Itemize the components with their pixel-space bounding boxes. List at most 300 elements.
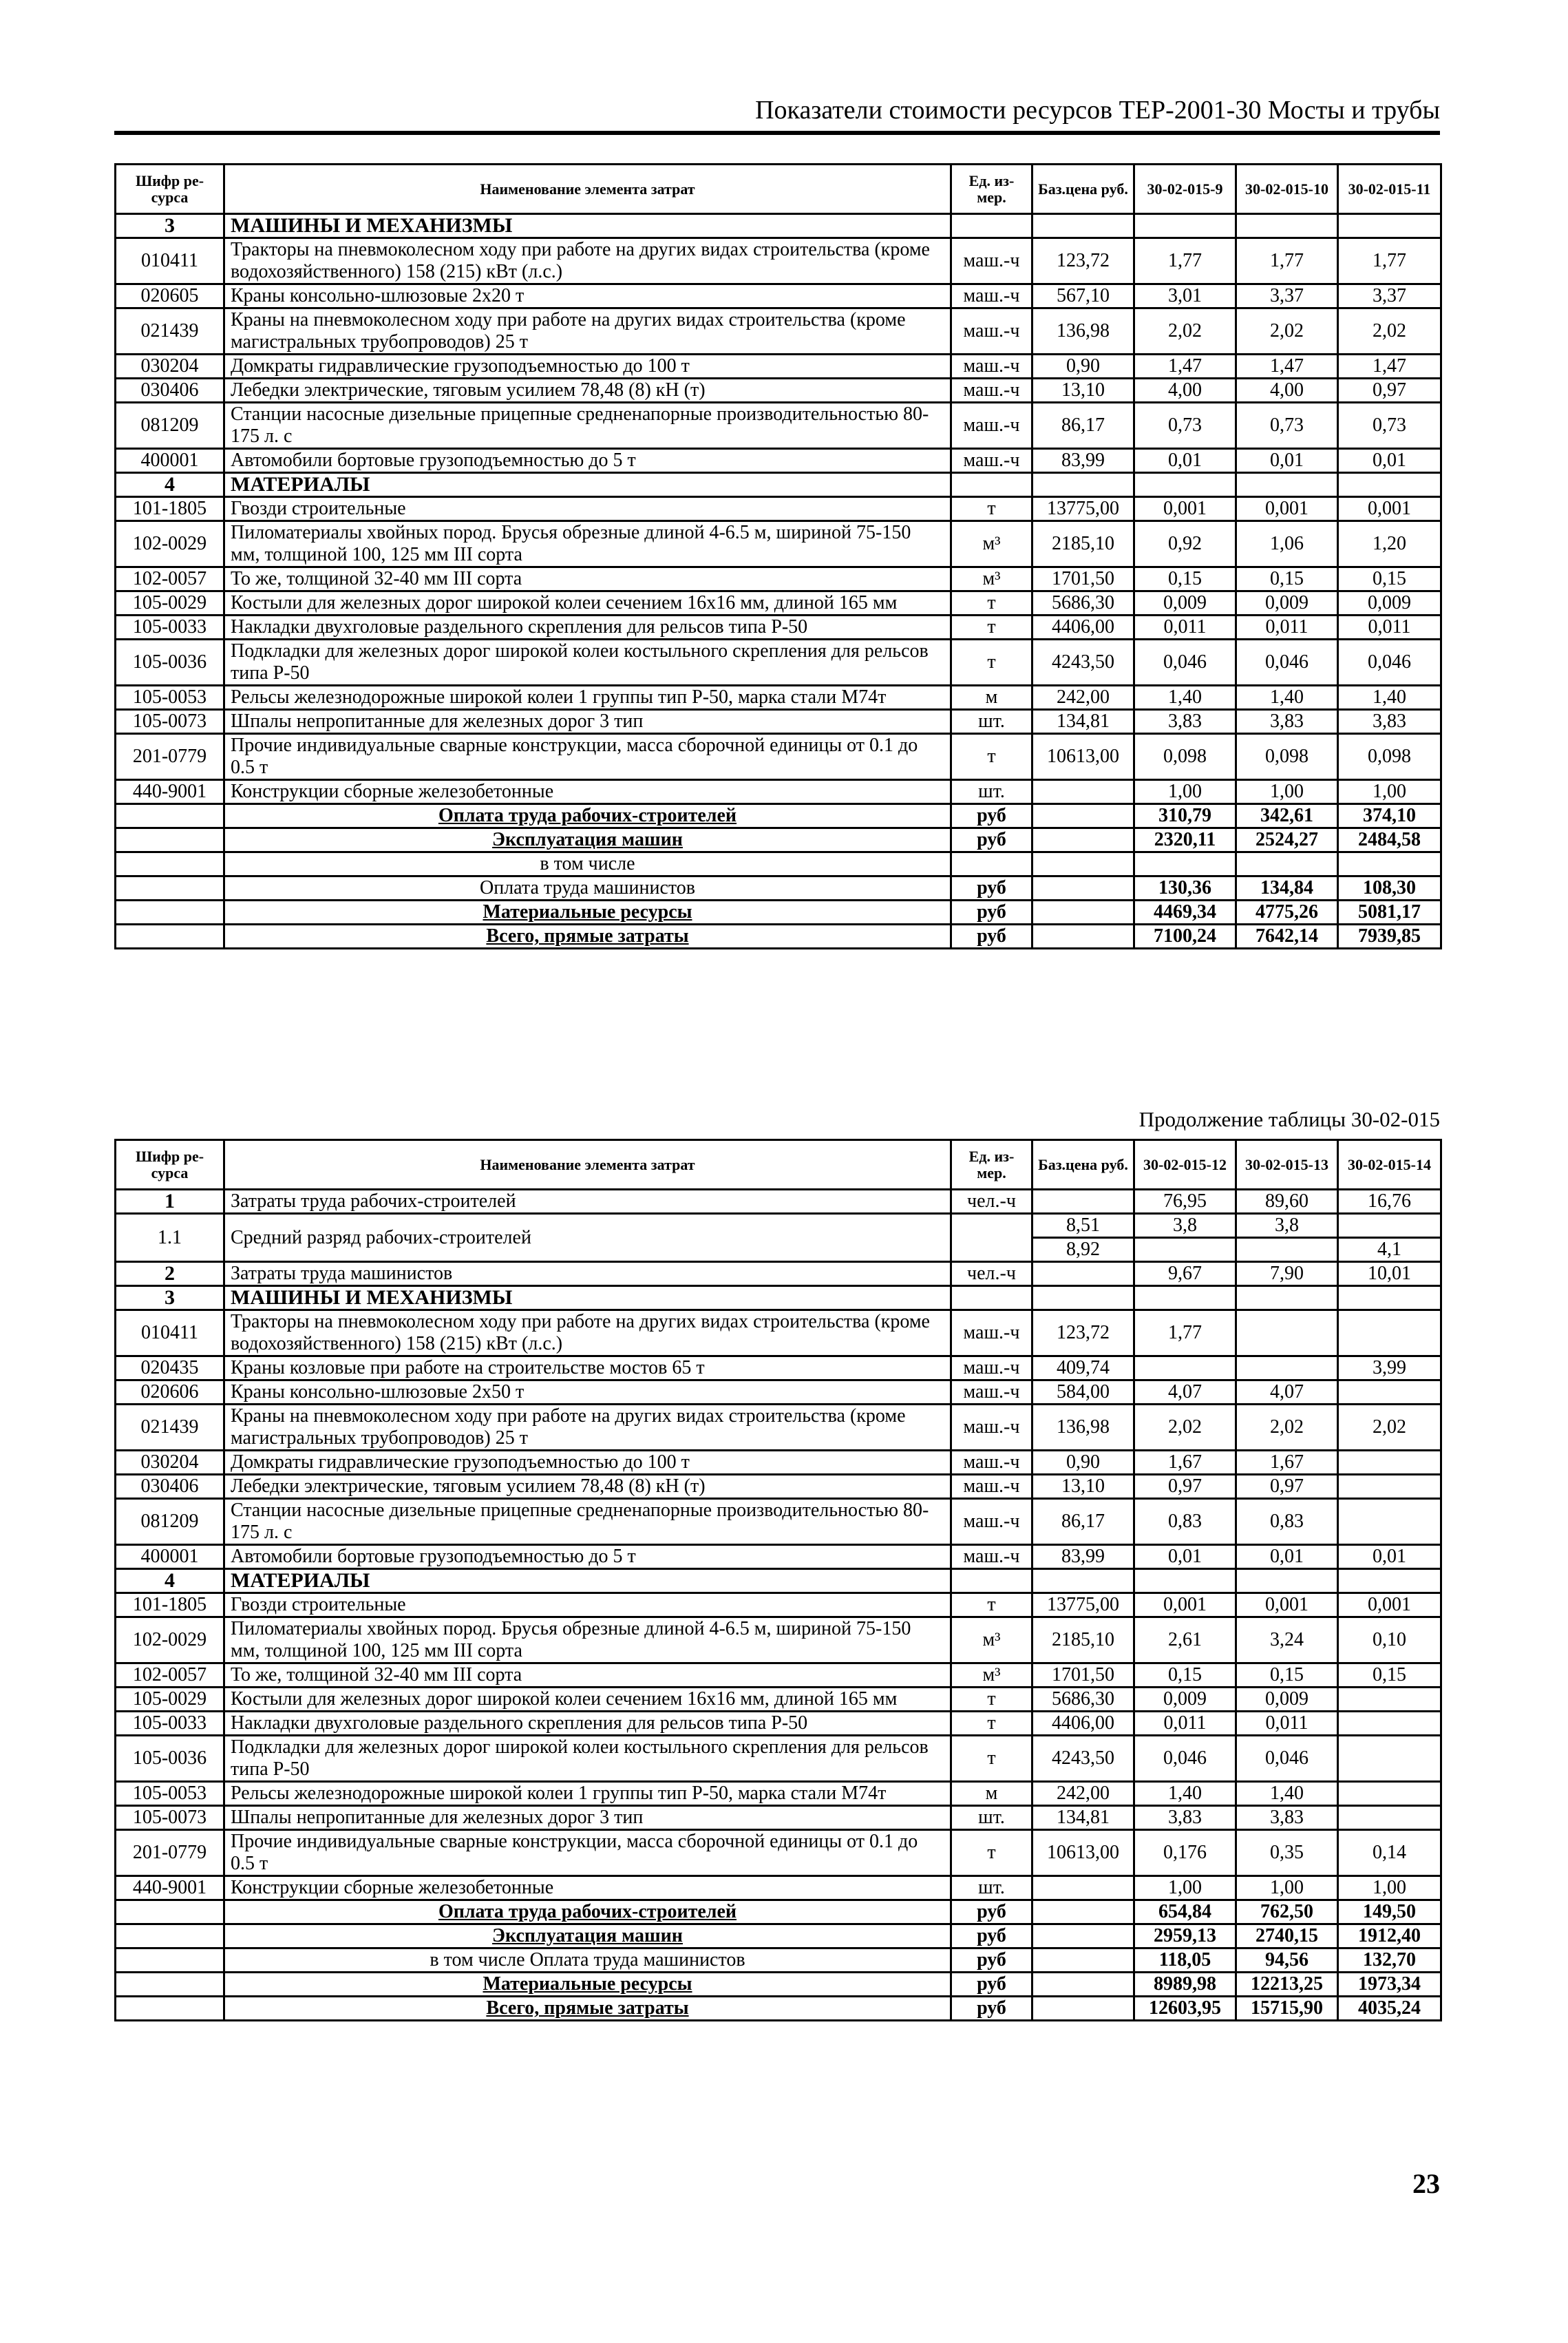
empty-cell	[116, 804, 224, 828]
unit: руб	[951, 1924, 1032, 1948]
value-col-1: 0,001	[1134, 1593, 1236, 1617]
unit: шт.	[951, 1806, 1032, 1830]
table-row	[116, 1499, 1441, 1545]
resource-name: Конструкции сборные железобетонные	[224, 780, 951, 804]
resource-name: Прочие индивидуальные сварные конструкции, масса сборочной единицы от 0.1 до 0.5 т	[224, 734, 951, 780]
unit: маш.-ч	[951, 1499, 1032, 1545]
total-label: Оплата труда рабочих-строителей	[224, 1900, 951, 1924]
base-price: 242,00	[1032, 1782, 1134, 1806]
total-value-1: 118,05	[1134, 1948, 1236, 1973]
subtotal-label-row	[116, 852, 1441, 876]
unit: руб	[951, 804, 1032, 828]
total-value-1: 12603,95	[1134, 1997, 1236, 2021]
empty-cell	[116, 1900, 224, 1924]
empty-cell	[1134, 473, 1236, 497]
table-row	[116, 308, 1441, 355]
col-header-unit: Ед. из-мер.	[951, 1140, 1032, 1190]
resource-name: Подкладки для железных дорог широкой колеи костыльного скрепления для рельсов типа Р-50	[224, 1736, 951, 1782]
col-header-name: Наименование элемента затрат	[224, 1140, 951, 1190]
resource-name: Краны на пневмоколесном ходу при работе на других видах строительства (кроме магистральных трубопроводов) 25 т	[224, 1405, 951, 1451]
empty-cell	[1032, 1569, 1134, 1593]
empty-cell	[1134, 852, 1236, 876]
base-price	[1032, 1876, 1134, 1900]
empty-cell	[1338, 852, 1441, 876]
resource-name: Средний разряд рабочих-строителей	[224, 1214, 951, 1262]
empty-cell	[116, 852, 224, 876]
value-col-1: 0,73	[1134, 403, 1236, 449]
table-header-row	[116, 1140, 1441, 1190]
value-col-3: 0,01	[1338, 449, 1441, 473]
resource-code: 105-0029	[116, 591, 224, 616]
table-body	[116, 214, 1441, 949]
empty-cell	[951, 1569, 1032, 1593]
section-number: 4	[116, 473, 224, 497]
table-body	[116, 1190, 1441, 2021]
table-row	[116, 238, 1441, 284]
section-number: 3	[116, 1286, 224, 1310]
unit: маш.-ч	[951, 1310, 1032, 1356]
resource-code: 030406	[116, 379, 224, 403]
resource-code: 201-0779	[116, 1830, 224, 1876]
base-price: 5686,30	[1032, 591, 1134, 616]
value-col-2: 3,8	[1236, 1214, 1338, 1238]
resource-name: Затраты труда машинистов	[224, 1262, 951, 1286]
unit: т	[951, 1736, 1032, 1782]
resource-code: 201-0779	[116, 734, 224, 780]
col-header-code: Шифр ре-сурса	[116, 165, 224, 214]
value-col-2: 3,24	[1236, 1617, 1338, 1663]
base-price: 8,92	[1032, 1238, 1134, 1262]
base-price: 10613,00	[1032, 1830, 1134, 1876]
value-col-2	[1236, 1310, 1338, 1356]
unit: т	[951, 616, 1032, 640]
value-col-2: 1,40	[1236, 686, 1338, 710]
value-col-3	[1338, 1451, 1441, 1475]
total-row	[116, 1997, 1441, 2021]
base-price: 13,10	[1032, 1475, 1134, 1499]
total-label: Эксплуатация машин	[224, 1924, 951, 1948]
value-col-3: 16,76	[1338, 1190, 1441, 1214]
base-price: 4243,50	[1032, 640, 1134, 686]
value-col-2: 3,37	[1236, 284, 1338, 308]
value-col-1: 0,009	[1134, 1688, 1236, 1712]
resource-code: 020435	[116, 1356, 224, 1380]
unit: маш.-ч	[951, 308, 1032, 355]
value-col-3: 1,00	[1338, 780, 1441, 804]
base-price: 86,17	[1032, 403, 1134, 449]
value-col-3: 1,00	[1338, 1876, 1441, 1900]
value-col-1: 4,00	[1134, 379, 1236, 403]
empty-cell	[116, 1924, 224, 1948]
empty-cell	[116, 828, 224, 852]
empty-cell	[1032, 901, 1134, 925]
total-value-2: 94,56	[1236, 1948, 1338, 1973]
unit: м³	[951, 567, 1032, 591]
value-col-1: 0,83	[1134, 1499, 1236, 1545]
table-row	[116, 1593, 1441, 1617]
unit: маш.-ч	[951, 449, 1032, 473]
empty-cell	[1236, 852, 1338, 876]
value-col-1: 1,77	[1134, 238, 1236, 284]
value-col-1: 3,8	[1134, 1214, 1236, 1238]
empty-cell	[1032, 1997, 1134, 2021]
value-col-3: 0,97	[1338, 379, 1441, 403]
value-col-3: 2,02	[1338, 308, 1441, 355]
resource-code: 021439	[116, 1405, 224, 1451]
value-col-1	[1134, 1356, 1236, 1380]
resource-code: 081209	[116, 403, 224, 449]
table-row	[116, 1310, 1441, 1356]
resource-code: 1.1	[116, 1214, 224, 1262]
col-header-unit: Ед. из-мер.	[951, 165, 1032, 214]
unit: маш.-ч	[951, 1451, 1032, 1475]
value-col-1: 4,07	[1134, 1380, 1236, 1405]
resource-name: Тракторы на пневмоколесном ходу при работе на других видах строительства (кроме водохозяйственного) 158 (215) кВт (л.с.)	[224, 238, 951, 284]
value-col-3: 4,1	[1338, 1238, 1441, 1262]
table-row	[116, 497, 1441, 521]
unit: руб	[951, 901, 1032, 925]
value-col-2: 0,011	[1236, 616, 1338, 640]
base-price: 123,72	[1032, 1310, 1134, 1356]
base-price: 13775,00	[1032, 1593, 1134, 1617]
resource-name: То же, толщиной 32-40 мм III сорта	[224, 567, 951, 591]
table-row	[116, 567, 1441, 591]
resource-name: Автомобили бортовые грузоподъемностью до 5 т	[224, 1545, 951, 1569]
table-continuation-caption: Продолжение таблицы 30-02-015	[1138, 1107, 1440, 1131]
total-value-1: 2320,11	[1134, 828, 1236, 852]
value-col-2	[1236, 1356, 1338, 1380]
value-col-3: 0,011	[1338, 616, 1441, 640]
value-col-1: 76,95	[1134, 1190, 1236, 1214]
base-price	[1032, 780, 1134, 804]
value-col-2: 0,046	[1236, 1736, 1338, 1782]
table-row	[116, 355, 1441, 379]
table-row	[116, 284, 1441, 308]
resource-name: Лебедки электрические, тяговым усилием 78,48 (8) кН (т)	[224, 379, 951, 403]
base-price: 123,72	[1032, 238, 1134, 284]
unit: т	[951, 640, 1032, 686]
unit: маш.-ч	[951, 1356, 1032, 1380]
resource-name: Краны консольно-шлюзовые 2х20 т	[224, 284, 951, 308]
value-col-2: 0,35	[1236, 1830, 1338, 1876]
value-col-3: 0,15	[1338, 567, 1441, 591]
unit: т	[951, 1593, 1032, 1617]
empty-cell	[116, 1997, 224, 2021]
table-row	[116, 1712, 1441, 1736]
empty-cell	[1338, 473, 1441, 497]
value-col-3: 3,37	[1338, 284, 1441, 308]
empty-cell	[1032, 1924, 1134, 1948]
unit: м³	[951, 1663, 1032, 1688]
resource-code: 020605	[116, 284, 224, 308]
unit: маш.-ч	[951, 355, 1032, 379]
total-value-1: 2959,13	[1134, 1924, 1236, 1948]
table-row	[116, 1736, 1441, 1782]
total-row	[116, 1900, 1441, 1924]
resource-code: 2	[116, 1262, 224, 1286]
value-col-1: 0,046	[1134, 640, 1236, 686]
resource-name: Домкраты гидравлические грузоподъемностью до 100 т	[224, 1451, 951, 1475]
total-value-3: 5081,17	[1338, 901, 1441, 925]
resource-name: Краны консольно-шлюзовые 2х50 т	[224, 1380, 951, 1405]
empty-cell	[951, 214, 1032, 238]
value-col-3	[1338, 1499, 1441, 1545]
empty-cell	[1338, 214, 1441, 238]
total-label: Материальные ресурсы	[224, 901, 951, 925]
empty-cell	[1032, 1286, 1134, 1310]
total-label: Оплата труда рабочих-строителей	[224, 804, 951, 828]
total-row	[116, 1973, 1441, 1997]
total-label: в том числе Оплата труда машинистов	[224, 1948, 951, 1973]
empty-cell	[1032, 804, 1134, 828]
resource-code: 400001	[116, 449, 224, 473]
total-value-2: 134,84	[1236, 876, 1338, 901]
section-title: МАШИНЫ И МЕХАНИЗМЫ	[224, 214, 951, 238]
value-col-1: 2,02	[1134, 308, 1236, 355]
resource-name: Накладки двухголовые раздельного скрепления для рельсов типа Р-50	[224, 1712, 951, 1736]
total-value-2: 2524,27	[1236, 828, 1338, 852]
value-col-1: 0,176	[1134, 1830, 1236, 1876]
table-row	[116, 686, 1441, 710]
base-price: 4243,50	[1032, 1736, 1134, 1782]
table-row	[116, 1782, 1441, 1806]
base-price: 0,90	[1032, 1451, 1134, 1475]
resource-name: Костыли для железных дорог широкой колеи сечением 16х16 мм, длиной 165 мм	[224, 591, 951, 616]
base-price: 2185,10	[1032, 521, 1134, 567]
resource-code: 102-0057	[116, 567, 224, 591]
empty-cell	[1032, 876, 1134, 901]
value-col-3	[1338, 1310, 1441, 1356]
value-col-2: 0,046	[1236, 640, 1338, 686]
table-row	[116, 1545, 1441, 1569]
value-col-3: 0,15	[1338, 1663, 1441, 1688]
base-price: 83,99	[1032, 449, 1134, 473]
empty-cell	[1338, 1569, 1441, 1593]
value-col-3: 0,73	[1338, 403, 1441, 449]
value-col-1: 3,01	[1134, 284, 1236, 308]
resource-code: 105-0036	[116, 1736, 224, 1782]
resource-name: Прочие индивидуальные сварные конструкции, масса сборочной единицы от 0.1 до 0.5 т	[224, 1830, 951, 1876]
total-value-3: 374,10	[1338, 804, 1441, 828]
table-row	[116, 616, 1441, 640]
resource-code: 030406	[116, 1475, 224, 1499]
value-col-3	[1338, 1688, 1441, 1712]
section-number: 3	[116, 214, 224, 238]
resource-code: 081209	[116, 1499, 224, 1545]
resource-name: Автомобили бортовые грузоподъемностью до 5 т	[224, 449, 951, 473]
value-col-1: 1,00	[1134, 1876, 1236, 1900]
total-row	[116, 828, 1441, 852]
total-value-2: 762,50	[1236, 1900, 1338, 1924]
empty-cell	[1338, 1286, 1441, 1310]
unit: т	[951, 497, 1032, 521]
value-col-3: 0,10	[1338, 1617, 1441, 1663]
value-col-1: 1,40	[1134, 1782, 1236, 1806]
resource-code: 105-0053	[116, 1782, 224, 1806]
total-row	[116, 925, 1441, 949]
empty-cell	[1236, 214, 1338, 238]
total-value-2: 15715,90	[1236, 1997, 1338, 2021]
unit: м	[951, 686, 1032, 710]
section-title: МАТЕРИАЛЫ	[224, 1569, 951, 1593]
total-value-3: 108,30	[1338, 876, 1441, 901]
value-col-2	[1236, 1238, 1338, 1262]
total-label: Оплата труда машинистов	[224, 876, 951, 901]
table-row	[116, 1214, 1441, 1238]
table-row	[116, 521, 1441, 567]
unit: маш.-ч	[951, 403, 1032, 449]
resource-code: 105-0073	[116, 1806, 224, 1830]
section-row	[116, 1286, 1441, 1310]
empty-cell	[951, 1286, 1032, 1310]
resource-code: 102-0029	[116, 521, 224, 567]
total-value-1: 8989,98	[1134, 1973, 1236, 1997]
value-col-2: 0,001	[1236, 1593, 1338, 1617]
total-value-3: 149,50	[1338, 1900, 1441, 1924]
empty-cell	[1032, 1948, 1134, 1973]
base-price: 8,51	[1032, 1214, 1134, 1238]
total-label: Всего, прямые затраты	[224, 1997, 951, 2021]
resource-name: Пиломатериалы хвойных пород. Брусья обрезные длиной 4-6.5 м, шириной 75-150 мм, толщиной 100, 125 мм III сорта	[224, 1617, 951, 1663]
total-row	[116, 901, 1441, 925]
empty-cell	[1032, 473, 1134, 497]
total-row	[116, 1948, 1441, 1973]
empty-cell	[116, 1948, 224, 1973]
base-price: 13,10	[1032, 379, 1134, 403]
table-row	[116, 1262, 1441, 1286]
base-price	[1032, 1190, 1134, 1214]
value-col-2: 0,97	[1236, 1475, 1338, 1499]
unit: маш.-ч	[951, 379, 1032, 403]
value-col-3	[1338, 1214, 1441, 1238]
resource-name: Пиломатериалы хвойных пород. Брусья обрезные длиной 4-6.5 м, шириной 75-150 мм, толщиной 100, 125 мм III сорта	[224, 521, 951, 567]
value-col-1: 2,02	[1134, 1405, 1236, 1451]
total-value-3: 132,70	[1338, 1948, 1441, 1973]
value-col-3: 0,098	[1338, 734, 1441, 780]
page-number: 23	[1412, 2168, 1440, 2199]
resource-code: 030204	[116, 355, 224, 379]
resource-name: Станции насосные дизельные прицепные средненапорные производительностью 80-175 л. с	[224, 403, 951, 449]
empty-cell	[1134, 214, 1236, 238]
unit: маш.-ч	[951, 238, 1032, 284]
subtotal-label: в том числе	[224, 852, 951, 876]
empty-cell	[116, 925, 224, 949]
value-col-3: 1,20	[1338, 521, 1441, 567]
total-value-3: 4035,24	[1338, 1997, 1441, 2021]
value-col-1: 0,001	[1134, 497, 1236, 521]
total-value-3: 7939,85	[1338, 925, 1441, 949]
value-col-2: 1,67	[1236, 1451, 1338, 1475]
resource-name: Накладки двухголовые раздельного скрепления для рельсов типа Р-50	[224, 616, 951, 640]
value-col-1: 3,83	[1134, 1806, 1236, 1830]
total-value-1: 654,84	[1134, 1900, 1236, 1924]
table-row	[116, 710, 1441, 734]
empty-cell	[1236, 473, 1338, 497]
value-col-2: 7,90	[1236, 1262, 1338, 1286]
resource-name: Шпалы непропитанные для железных дорог 3 тип	[224, 1806, 951, 1830]
total-value-2: 342,61	[1236, 804, 1338, 828]
resource-table-2	[114, 1139, 1442, 2021]
value-col-3: 3,99	[1338, 1356, 1441, 1380]
base-price: 10613,00	[1032, 734, 1134, 780]
value-col-2: 0,15	[1236, 1663, 1338, 1688]
resource-name: Рельсы железнодорожные широкой колеи 1 группы тип Р-50, марка стали М74т	[224, 1782, 951, 1806]
value-col-3: 2,02	[1338, 1405, 1441, 1451]
base-price: 134,81	[1032, 710, 1134, 734]
unit: м³	[951, 1617, 1032, 1663]
unit: шт.	[951, 1876, 1032, 1900]
base-price: 584,00	[1032, 1380, 1134, 1405]
total-value-3: 1973,34	[1338, 1973, 1441, 1997]
empty-cell	[1032, 214, 1134, 238]
total-value-1: 4469,34	[1134, 901, 1236, 925]
value-col-2: 0,011	[1236, 1712, 1338, 1736]
unit	[951, 1214, 1032, 1262]
value-col-2: 0,001	[1236, 497, 1338, 521]
empty-cell	[1134, 1569, 1236, 1593]
value-col-3	[1338, 1782, 1441, 1806]
unit: чел.-ч	[951, 1262, 1032, 1286]
section-row	[116, 214, 1441, 238]
resource-code: 101-1805	[116, 1593, 224, 1617]
empty-cell	[1236, 1286, 1338, 1310]
resource-code: 020606	[116, 1380, 224, 1405]
total-value-1: 130,36	[1134, 876, 1236, 901]
unit: руб	[951, 1997, 1032, 2021]
base-price: 2185,10	[1032, 1617, 1134, 1663]
table-header-row	[116, 165, 1441, 214]
empty-cell	[951, 852, 1032, 876]
unit: т	[951, 1712, 1032, 1736]
col-header-price: Баз.цена руб.	[1032, 1140, 1134, 1190]
resource-name: Домкраты гидравлические грузоподъемностью до 100 т	[224, 355, 951, 379]
unit: руб	[951, 1948, 1032, 1973]
base-price: 134,81	[1032, 1806, 1134, 1830]
total-value-2: 7642,14	[1236, 925, 1338, 949]
resource-code: 105-0029	[116, 1688, 224, 1712]
table-row	[116, 1806, 1441, 1830]
table-row	[116, 1688, 1441, 1712]
empty-cell	[116, 1973, 224, 1997]
value-col-3	[1338, 1380, 1441, 1405]
value-col-2: 4,00	[1236, 379, 1338, 403]
value-col-3: 0,14	[1338, 1830, 1441, 1876]
resource-table-1	[114, 163, 1442, 949]
base-price: 4406,00	[1032, 1712, 1134, 1736]
total-label: Материальные ресурсы	[224, 1973, 951, 1997]
unit: шт.	[951, 780, 1032, 804]
resource-code: 010411	[116, 238, 224, 284]
value-col-2: 0,009	[1236, 591, 1338, 616]
total-value-1: 310,79	[1134, 804, 1236, 828]
resource-code: 105-0073	[116, 710, 224, 734]
value-col-1: 0,01	[1134, 449, 1236, 473]
empty-cell	[1032, 925, 1134, 949]
base-price: 136,98	[1032, 308, 1134, 355]
resource-code: 440-9001	[116, 1876, 224, 1900]
value-col-3	[1338, 1712, 1441, 1736]
total-value-2: 12213,25	[1236, 1973, 1338, 1997]
table-row	[116, 780, 1441, 804]
resource-code: 010411	[116, 1310, 224, 1356]
resource-code: 105-0036	[116, 640, 224, 686]
resource-name: Краны на пневмоколесном ходу при работе на других видах строительства (кроме магистральных трубопроводов) 25 т	[224, 308, 951, 355]
table-row	[116, 1356, 1441, 1380]
empty-cell	[1032, 852, 1134, 876]
base-price: 409,74	[1032, 1356, 1134, 1380]
value-col-1: 3,83	[1134, 710, 1236, 734]
table-row	[116, 1405, 1441, 1451]
